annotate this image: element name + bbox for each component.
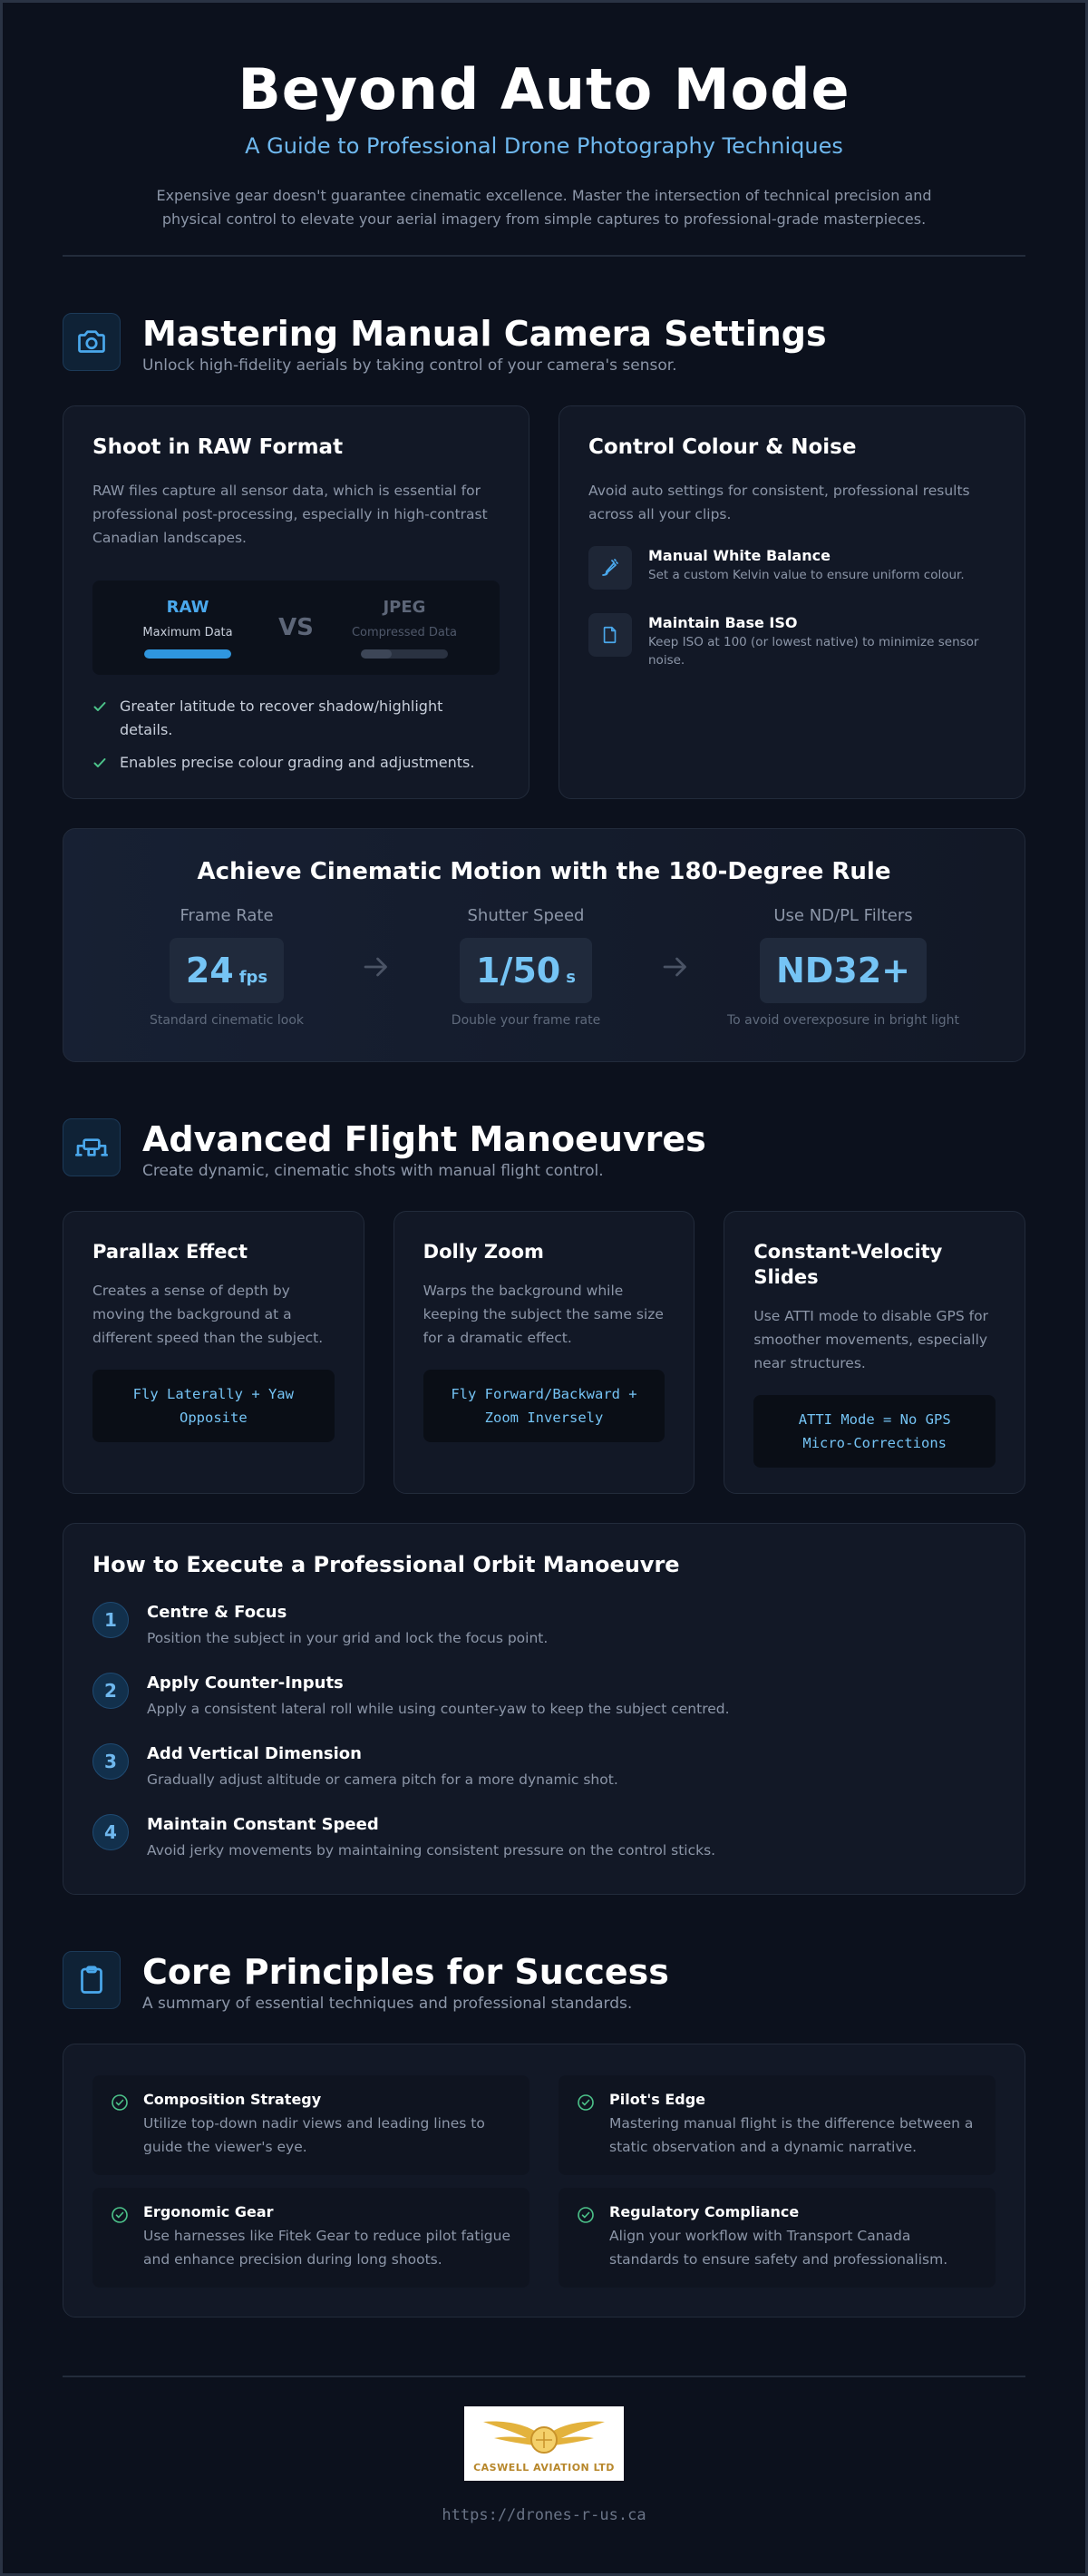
- vs-label: VS: [278, 614, 314, 641]
- step-number: 2: [92, 1673, 129, 1709]
- raw-vs-jpeg-comparison: [92, 581, 500, 675]
- step-item: [92, 1743, 996, 1791]
- metric-value: ND32+: [775, 951, 911, 990]
- feature-description: Keep ISO at 100 (or lowest native) to minimize sensor noise.: [648, 635, 979, 668]
- footer: [3, 2406, 1085, 2524]
- principle-item: [92, 2075, 529, 2175]
- company-logo: [464, 2406, 624, 2481]
- jpeg-data-bar: [361, 649, 448, 659]
- jpeg-label: JPEG: [383, 598, 426, 617]
- step-description: Position the subject in your grid and lock the focus point.: [147, 1630, 549, 1646]
- card-description: Use ATTI mode to disable GPS for smoother movements, especially near structures.: [753, 1308, 988, 1371]
- card-title: [753, 1239, 996, 1290]
- feature-description: Set a custom Kelvin value to ensure uniform colour.: [648, 568, 965, 582]
- section-subtitle: Unlock high-fidelity aerials by taking control of your camera's sensor.: [142, 356, 677, 375]
- winged-emblem-icon: [476, 2415, 612, 2460]
- feature-white-balance: [588, 546, 996, 590]
- step-title: Add Vertical Dimension: [147, 1744, 362, 1763]
- check-item: [92, 751, 500, 775]
- code-line: Opposite: [180, 1410, 248, 1426]
- dolly-zoom-card: [393, 1211, 695, 1494]
- check-text: Enables precise colour grading and adjustments.: [120, 754, 475, 771]
- card-description: RAW files capture all sensor data, which is essential for professional post-processing, especially in high-contrast Canadian landscapes.: [92, 483, 488, 546]
- parallax-card: [63, 1211, 364, 1494]
- raw-data-bar: [144, 649, 231, 659]
- website-url[interactable]: https://drones-r-us.ca: [442, 2506, 646, 2524]
- principle-title: Pilot's Edge: [609, 2091, 706, 2108]
- section-subtitle: Create dynamic, cinematic shots with manual flight control.: [142, 1162, 604, 1180]
- step-item: [92, 1814, 996, 1861]
- shutter-speed-metric: [417, 905, 635, 1029]
- card-description: Avoid auto settings for consistent, professional results across all your clips.: [588, 483, 970, 522]
- check-circle-icon: [577, 2093, 595, 2112]
- panel-title: Achieve Cinematic Motion with the 180-Degree Rule: [197, 858, 891, 885]
- metric-note: Standard cinematic look: [149, 1013, 305, 1028]
- clipboard-icon: [63, 1951, 121, 2009]
- camera-icon: [63, 313, 121, 371]
- principle-item: [559, 2075, 996, 2175]
- card-title: Parallax Effect: [92, 1241, 248, 1263]
- card-title: Control Colour & Noise: [588, 435, 857, 459]
- raw-format-card: [63, 405, 529, 799]
- card-title: Shoot in RAW Format: [92, 435, 344, 459]
- flight-section-header: [63, 1118, 1025, 1182]
- jpeg-sublabel: Compressed Data: [351, 626, 457, 639]
- page-title: Beyond Auto Mode: [238, 56, 850, 122]
- camera-section-header: [63, 313, 1025, 376]
- nd-filter-metric: [716, 905, 970, 1029]
- arrow-right-icon: [659, 951, 692, 983]
- code-line: Fly Laterally + Yaw: [132, 1386, 294, 1402]
- check-circle-icon: [577, 2206, 595, 2224]
- code-line: ATTI Mode = No GPS: [798, 1411, 951, 1428]
- section-title: Advanced Flight Manoeuvres: [142, 1119, 706, 1159]
- page-subtitle: A Guide to Professional Drone Photography Techniques: [245, 133, 843, 159]
- principle-description: Use harnesses like Fitek Gear to reduce pilot fatigue and enhance precision during long shoots.: [143, 2228, 510, 2268]
- principle-title: Ergonomic Gear: [143, 2203, 274, 2220]
- card-title: How to Execute a Professional Orbit Manoeuvre: [92, 1552, 680, 1577]
- step-number: 3: [92, 1743, 129, 1780]
- code-line: Zoom Inversely: [484, 1410, 604, 1426]
- check-circle-icon: [111, 2206, 129, 2224]
- jpeg-data-bar-fill: [361, 649, 392, 659]
- motion-rule-panel: [63, 828, 1025, 1062]
- feature-title: Maintain Base ISO: [648, 614, 798, 631]
- metric-value: 24: [185, 951, 234, 990]
- logo-text: CASWELL AVIATION LTD: [473, 2461, 615, 2474]
- principle-description: Align your workflow with Transport Canada standards to ensure safety and professionalism.: [609, 2228, 948, 2268]
- hero: [3, 3, 1085, 231]
- card-title: Dolly Zoom: [423, 1241, 544, 1263]
- metric-label: Frame Rate: [180, 906, 274, 925]
- principle-description: Mastering manual flight is the difference between a static observation and a dynamic narrative.: [609, 2115, 974, 2155]
- code-line: Micro-Corrections: [802, 1435, 947, 1451]
- principle-title: Regulatory Compliance: [609, 2203, 800, 2220]
- document-icon: [588, 613, 632, 657]
- color-palette-icon: [588, 546, 632, 590]
- metric-label: Shutter Speed: [467, 906, 585, 925]
- step-number: 4: [92, 1814, 129, 1850]
- arrow-right-icon: [360, 951, 393, 983]
- intro-text: Expensive gear doesn't guarantee cinematic excellence. Master the intersection of technical precision and physical control to elevate your aerial imagery from simple captures to professional-grade masterpieces.: [156, 187, 932, 228]
- feature-base-iso: [588, 613, 996, 669]
- metric-unit: fps: [238, 968, 268, 987]
- code-line: Fly Forward/Backward +: [451, 1386, 637, 1402]
- section-subtitle: A summary of essential techniques and professional standards.: [142, 1995, 633, 2013]
- raw-sublabel: Maximum Data: [142, 626, 233, 639]
- principle-description: Utilize top-down nadir views and leading lines to guide the viewer's eye.: [143, 2115, 485, 2155]
- check-text: Greater latitude to recover shadow/highlight details.: [120, 698, 443, 738]
- metric-value: 1/50: [476, 951, 561, 990]
- raw-label: RAW: [166, 598, 209, 617]
- technique-code: [423, 1370, 665, 1442]
- section-title: Mastering Manual Camera Settings: [142, 314, 827, 354]
- technique-code: [92, 1370, 335, 1442]
- step-description: Gradually adjust altitude or camera pitch for a more dynamic shot.: [147, 1771, 618, 1788]
- divider: [63, 255, 1025, 257]
- step-item: [92, 1673, 996, 1720]
- frame-rate-metric: [118, 905, 335, 1029]
- card-description: Creates a sense of depth by moving the background at a different speed than the subject.: [92, 1283, 324, 1346]
- step-description: Avoid jerky movements by maintaining consistent pressure on the control sticks.: [147, 1842, 716, 1859]
- step-title: Maintain Constant Speed: [147, 1815, 379, 1834]
- raw-data-bar-fill: [144, 649, 231, 659]
- core-section-header: [63, 1951, 1025, 2015]
- principles-card: [63, 2044, 1025, 2317]
- step-title: Apply Counter-Inputs: [147, 1673, 344, 1693]
- metric-unit: s: [566, 968, 576, 987]
- principle-item: [92, 2188, 529, 2288]
- checkmark-icon: [92, 699, 107, 714]
- section-title: Core Principles for Success: [142, 1952, 669, 1992]
- metric-note: Double your frame rate: [451, 1013, 601, 1028]
- card-title-line: Constant-Velocity: [753, 1241, 943, 1263]
- divider: [63, 2376, 1025, 2377]
- step-description: Apply a consistent lateral roll while using counter-yaw to keep the subject centred.: [147, 1701, 730, 1717]
- metric-label: Use ND/PL Filters: [773, 906, 913, 925]
- orbit-steps-card: [63, 1523, 1025, 1895]
- technique-code: [753, 1395, 996, 1468]
- constant-velocity-card: [724, 1211, 1025, 1494]
- check-circle-icon: [111, 2093, 129, 2112]
- card-description: Warps the background while keeping the subject the same size for a dramatic effect.: [423, 1283, 664, 1346]
- principle-title: Composition Strategy: [143, 2091, 322, 2108]
- step-number: 1: [92, 1602, 129, 1638]
- card-title-line: Slides: [753, 1266, 819, 1288]
- check-item: [92, 695, 500, 742]
- colour-noise-card: [559, 405, 1025, 799]
- metric-note: To avoid overexposure in bright light: [726, 1013, 959, 1028]
- checkmark-icon: [92, 756, 107, 770]
- principle-item: [559, 2188, 996, 2288]
- step-title: Centre & Focus: [147, 1603, 287, 1622]
- step-item: [92, 1602, 996, 1649]
- drone-icon: [63, 1118, 121, 1176]
- feature-title: Manual White Balance: [648, 547, 831, 564]
